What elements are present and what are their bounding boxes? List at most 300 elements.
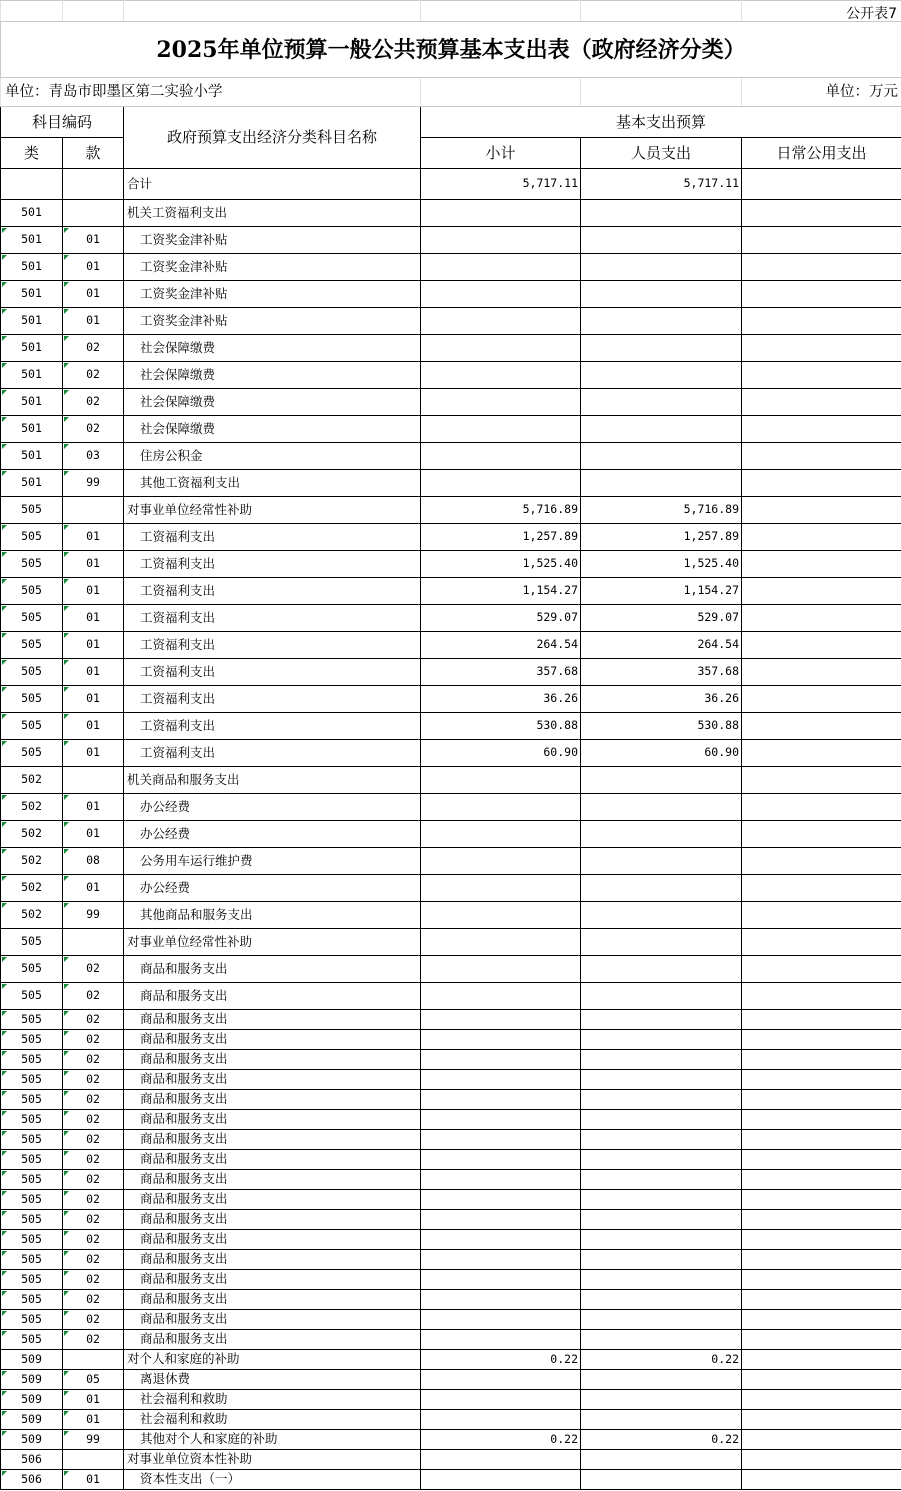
cell-public — [742, 1270, 901, 1290]
cell-subtotal — [421, 308, 581, 335]
cell-lei: 505 — [1, 1110, 63, 1130]
cell-personnel — [581, 1370, 742, 1390]
cell-public — [742, 308, 901, 335]
cell-subtotal — [421, 1050, 581, 1070]
cell-personnel: 357.68 — [581, 659, 742, 686]
table-row — [1, 767, 901, 794]
cell-public — [742, 389, 901, 416]
cell-personnel — [581, 794, 742, 821]
cell-public — [742, 902, 901, 929]
table-row — [1, 1370, 901, 1390]
cell-personnel: 5,717.11 — [581, 169, 742, 200]
cell-public — [742, 659, 901, 686]
cell-public — [742, 1090, 901, 1110]
table-row — [1, 1430, 901, 1450]
table-row — [1, 1090, 901, 1110]
cell-personnel — [581, 1410, 742, 1430]
cell-subtotal: 5,716.89 — [421, 497, 581, 524]
cell-personnel: 0.22 — [581, 1430, 742, 1450]
cell-name: 商品和服务支出 — [124, 1210, 421, 1230]
cell-public — [742, 1430, 901, 1450]
cell-lei: 506 — [1, 1450, 63, 1470]
cell-public — [742, 1030, 901, 1050]
table-row — [1, 1150, 901, 1170]
cell-subtotal — [421, 1210, 581, 1230]
cell-kuan: 01 — [63, 578, 124, 605]
cell-kuan: 01 — [63, 713, 124, 740]
cell-kuan: 01 — [63, 551, 124, 578]
cell-kuan: 01 — [63, 227, 124, 254]
cell-public — [742, 551, 901, 578]
cell-kuan: 01 — [63, 1470, 124, 1490]
cell-subtotal: 264.54 — [421, 632, 581, 659]
cell-kuan: 01 — [63, 605, 124, 632]
cell-public — [742, 1390, 901, 1410]
cell-lei: 506 — [1, 1470, 63, 1490]
cell-kuan: 01 — [63, 1390, 124, 1410]
table-row — [1, 1210, 901, 1230]
cell-personnel — [581, 1330, 742, 1350]
cell-personnel: 1,257.89 — [581, 524, 742, 551]
cell-subtotal — [421, 1370, 581, 1390]
cell-public — [742, 1250, 901, 1270]
cell-subtotal: 1,257.89 — [421, 524, 581, 551]
cell-kuan: 02 — [63, 1070, 124, 1090]
cell-personnel — [581, 470, 742, 497]
cell-kuan: 02 — [63, 335, 124, 362]
cell-name: 商品和服务支出 — [124, 1090, 421, 1110]
cell-subtotal: 5,717.11 — [421, 169, 581, 200]
cell-personnel — [581, 902, 742, 929]
cell-lei: 501 — [1, 362, 63, 389]
cell-name: 工资奖金津补贴 — [124, 254, 421, 281]
cell-public — [742, 821, 901, 848]
cell-personnel — [581, 1390, 742, 1410]
cell-name: 合计 — [124, 169, 421, 200]
cell-name: 商品和服务支出 — [124, 1070, 421, 1090]
table-row — [1, 902, 901, 929]
table-row — [1, 821, 901, 848]
cell-personnel — [581, 1090, 742, 1110]
cell-lei: 505 — [1, 1010, 63, 1030]
table-row — [1, 1130, 901, 1150]
cell-lei: 501 — [1, 389, 63, 416]
cell-personnel — [581, 1030, 742, 1050]
cell-name: 资本性支出（一） — [124, 1470, 421, 1490]
table-row — [1, 686, 901, 713]
cell-personnel — [581, 362, 742, 389]
cell-kuan: 99 — [63, 902, 124, 929]
cell-public — [742, 200, 901, 227]
cell-name: 离退休费 — [124, 1370, 421, 1390]
cell-name: 商品和服务支出 — [124, 1230, 421, 1250]
cell-lei: 505 — [1, 1250, 63, 1270]
cell-lei: 501 — [1, 281, 63, 308]
cell-subtotal — [421, 335, 581, 362]
cell-lei: 505 — [1, 1190, 63, 1210]
cell-subtotal — [421, 956, 581, 983]
table-row — [1, 416, 901, 443]
cell-personnel: 529.07 — [581, 605, 742, 632]
cell-subtotal — [421, 1450, 581, 1470]
table-row — [1, 1310, 901, 1330]
cell-subtotal: 357.68 — [421, 659, 581, 686]
table-row — [1, 659, 901, 686]
cell-name: 商品和服务支出 — [124, 1270, 421, 1290]
cell-kuan: 01 — [63, 821, 124, 848]
cell-lei: 501 — [1, 254, 63, 281]
cell-kuan: 02 — [63, 1110, 124, 1130]
cell-subtotal — [421, 1010, 581, 1030]
cell-personnel — [581, 1010, 742, 1030]
table-row — [1, 1030, 901, 1050]
cell-subtotal — [421, 1070, 581, 1090]
cell-name: 社会福利和救助 — [124, 1390, 421, 1410]
cell-name: 商品和服务支出 — [124, 1030, 421, 1050]
cell-personnel: 264.54 — [581, 632, 742, 659]
cell-public — [742, 1350, 901, 1370]
cell-subtotal — [421, 1290, 581, 1310]
cell-lei: 505 — [1, 632, 63, 659]
table-row — [1, 1290, 901, 1310]
cell-subtotal — [421, 1190, 581, 1210]
cell-personnel — [581, 308, 742, 335]
cell-kuan: 02 — [63, 1210, 124, 1230]
cell-kuan: 02 — [63, 956, 124, 983]
cell-name: 社会保障缴费 — [124, 416, 421, 443]
cell-personnel — [581, 1290, 742, 1310]
cell-public — [742, 524, 901, 551]
cell-kuan: 01 — [63, 686, 124, 713]
cell-personnel — [581, 1210, 742, 1230]
cell-lei: 505 — [1, 659, 63, 686]
cell-lei: 502 — [1, 902, 63, 929]
table-row — [1, 227, 901, 254]
cell-personnel — [581, 767, 742, 794]
cell-subtotal — [421, 1310, 581, 1330]
cell-personnel — [581, 335, 742, 362]
cell-personnel: 1,525.40 — [581, 551, 742, 578]
table-row — [1, 1350, 901, 1370]
cell-lei: 502 — [1, 794, 63, 821]
cell-kuan — [63, 1450, 124, 1470]
cell-name: 社会保障缴费 — [124, 389, 421, 416]
cell-lei: 501 — [1, 443, 63, 470]
cell-public — [742, 740, 901, 767]
cell-public — [742, 686, 901, 713]
cell-kuan — [63, 497, 124, 524]
cell-name: 办公经费 — [124, 794, 421, 821]
table-row — [1, 1450, 901, 1470]
cell-subtotal — [421, 1330, 581, 1350]
cell-kuan: 99 — [63, 470, 124, 497]
table-row — [1, 983, 901, 1010]
cell-name: 办公经费 — [124, 875, 421, 902]
cell-lei: 505 — [1, 1150, 63, 1170]
cell-kuan: 01 — [63, 308, 124, 335]
cell-public — [742, 1310, 901, 1330]
cell-lei: 505 — [1, 1210, 63, 1230]
cell-name: 对个人和家庭的补助 — [124, 1350, 421, 1370]
cell-name: 对事业单位经常性补助 — [124, 929, 421, 956]
cell-kuan: 03 — [63, 443, 124, 470]
cell-kuan: 02 — [63, 1250, 124, 1270]
table-number-note: 公开表7 — [742, 1, 901, 22]
cell-public — [742, 470, 901, 497]
cell-subtotal — [421, 254, 581, 281]
cell-kuan: 01 — [63, 632, 124, 659]
cell-subtotal — [421, 1470, 581, 1490]
cell-personnel — [581, 281, 742, 308]
cell-lei: 505 — [1, 740, 63, 767]
cell-public — [742, 443, 901, 470]
cell-subtotal — [421, 1170, 581, 1190]
cell-personnel — [581, 1150, 742, 1170]
cell-public — [742, 1210, 901, 1230]
cell-public — [742, 497, 901, 524]
cell-lei: 501 — [1, 470, 63, 497]
cell-lei: 505 — [1, 929, 63, 956]
table-row — [1, 740, 901, 767]
cell-subtotal — [421, 470, 581, 497]
cell-name: 工资福利支出 — [124, 686, 421, 713]
cell-kuan: 02 — [63, 1050, 124, 1070]
table-row — [1, 497, 901, 524]
cell-public — [742, 875, 901, 902]
cell-subtotal — [421, 1410, 581, 1430]
cell-public — [742, 578, 901, 605]
cell-personnel: 5,716.89 — [581, 497, 742, 524]
table-row — [1, 1470, 901, 1490]
cell-name: 商品和服务支出 — [124, 956, 421, 983]
cell-subtotal — [421, 1150, 581, 1170]
table-row — [1, 875, 901, 902]
table-row — [1, 956, 901, 983]
cell-subtotal — [421, 416, 581, 443]
table-row — [1, 794, 901, 821]
cell-lei: 505 — [1, 1130, 63, 1150]
cell-personnel — [581, 254, 742, 281]
cell-kuan: 02 — [63, 362, 124, 389]
cell-lei: 502 — [1, 875, 63, 902]
cell-lei: 501 — [1, 308, 63, 335]
cell-subtotal — [421, 1250, 581, 1270]
cell-subtotal — [421, 902, 581, 929]
cell-subtotal: 1,525.40 — [421, 551, 581, 578]
cell-name: 对事业单位经常性补助 — [124, 497, 421, 524]
cell-public — [742, 1170, 901, 1190]
cell-kuan: 05 — [63, 1370, 124, 1390]
cell-lei: 502 — [1, 848, 63, 875]
cell-personnel — [581, 1110, 742, 1130]
cell-name: 商品和服务支出 — [124, 1330, 421, 1350]
header-public: 日常公用支出 — [742, 138, 901, 169]
cell-kuan: 02 — [63, 1230, 124, 1250]
cell-name: 住房公积金 — [124, 443, 421, 470]
cell-personnel — [581, 1190, 742, 1210]
cell-public — [742, 605, 901, 632]
cell-name: 商品和服务支出 — [124, 1010, 421, 1030]
cell-lei: 505 — [1, 578, 63, 605]
cell-name: 商品和服务支出 — [124, 1190, 421, 1210]
table-row — [1, 1250, 901, 1270]
cell-subtotal — [421, 821, 581, 848]
cell-public — [742, 1290, 901, 1310]
cell-personnel — [581, 416, 742, 443]
cell-kuan: 02 — [63, 1010, 124, 1030]
cell-kuan: 02 — [63, 1190, 124, 1210]
cell-subtotal: 530.88 — [421, 713, 581, 740]
cell-kuan: 01 — [63, 740, 124, 767]
cell-subtotal — [421, 1030, 581, 1050]
cell-lei: 505 — [1, 686, 63, 713]
cell-lei: 505 — [1, 1170, 63, 1190]
cell-personnel — [581, 1270, 742, 1290]
cell-kuan — [63, 1350, 124, 1370]
cell-lei: 501 — [1, 416, 63, 443]
cell-name: 商品和服务支出 — [124, 983, 421, 1010]
cell-personnel — [581, 227, 742, 254]
cell-subtotal — [421, 1270, 581, 1290]
cell-name: 工资福利支出 — [124, 605, 421, 632]
cell-personnel — [581, 1230, 742, 1250]
table-row — [1, 281, 901, 308]
cell-name: 工资福利支出 — [124, 659, 421, 686]
cell-name: 其他商品和服务支出 — [124, 902, 421, 929]
cell-name: 商品和服务支出 — [124, 1110, 421, 1130]
cell-name: 社会福利和救助 — [124, 1410, 421, 1430]
cell-lei: 505 — [1, 1030, 63, 1050]
cell-lei: 509 — [1, 1430, 63, 1450]
cell-kuan: 01 — [63, 524, 124, 551]
cell-lei: 509 — [1, 1390, 63, 1410]
cell-lei: 505 — [1, 1330, 63, 1350]
cell-name: 工资福利支出 — [124, 713, 421, 740]
cell-kuan: 99 — [63, 1430, 124, 1450]
cell-name: 办公经费 — [124, 821, 421, 848]
cell-personnel — [581, 875, 742, 902]
cell-subtotal — [421, 389, 581, 416]
cell-name: 商品和服务支出 — [124, 1050, 421, 1070]
cell-name: 机关工资福利支出 — [124, 200, 421, 227]
cell-public — [742, 983, 901, 1010]
cell-name: 工资奖金津补贴 — [124, 227, 421, 254]
cell-kuan: 01 — [63, 254, 124, 281]
cell-subtotal: 36.26 — [421, 686, 581, 713]
cell-lei: 505 — [1, 1050, 63, 1070]
cell-lei: 505 — [1, 1090, 63, 1110]
cell-lei: 501 — [1, 200, 63, 227]
cell-lei: 505 — [1, 1270, 63, 1290]
cell-public — [742, 1130, 901, 1150]
header-name: 政府预算支出经济分类科目名称 — [124, 107, 421, 169]
cell-public — [742, 848, 901, 875]
cell-personnel — [581, 1450, 742, 1470]
table-row — [1, 524, 901, 551]
cell-personnel: 1,154.27 — [581, 578, 742, 605]
cell-lei: 509 — [1, 1370, 63, 1390]
cell-lei: 501 — [1, 335, 63, 362]
table-row — [1, 1390, 901, 1410]
cell-public — [742, 794, 901, 821]
cell-subtotal — [421, 1390, 581, 1410]
cell-name: 工资福利支出 — [124, 524, 421, 551]
header-lei: 类 — [1, 138, 63, 169]
cell-kuan: 02 — [63, 1130, 124, 1150]
cell-name: 工资奖金津补贴 — [124, 308, 421, 335]
table-row — [1, 1070, 901, 1090]
header-code-group: 科目编码 — [1, 107, 124, 138]
cell-personnel — [581, 821, 742, 848]
cell-public — [742, 1150, 901, 1170]
cell-subtotal — [421, 443, 581, 470]
table-row — [1, 1410, 901, 1430]
cell-subtotal — [421, 1110, 581, 1130]
table-row — [1, 1010, 901, 1030]
cell-name: 公务用车运行维护费 — [124, 848, 421, 875]
cell-personnel — [581, 1050, 742, 1070]
cell-subtotal — [421, 1090, 581, 1110]
cell-public — [742, 281, 901, 308]
cell-lei: 509 — [1, 1410, 63, 1430]
cell-kuan: 02 — [63, 1030, 124, 1050]
cell-public — [742, 227, 901, 254]
cell-personnel — [581, 1130, 742, 1150]
cell-personnel — [581, 200, 742, 227]
cell-subtotal — [421, 227, 581, 254]
cell-kuan: 01 — [63, 281, 124, 308]
table-row — [1, 362, 901, 389]
cell-personnel — [581, 983, 742, 1010]
table-row — [1, 632, 901, 659]
table-row — [1, 169, 901, 200]
table-row — [1, 848, 901, 875]
cell-lei: 502 — [1, 767, 63, 794]
cell-public — [742, 1330, 901, 1350]
table-row — [1, 713, 901, 740]
cell-lei: 509 — [1, 1350, 63, 1370]
table-row — [1, 254, 901, 281]
table-row — [1, 389, 901, 416]
cell-public — [742, 767, 901, 794]
cell-lei: 502 — [1, 821, 63, 848]
cell-public — [742, 169, 901, 200]
cell-subtotal — [421, 848, 581, 875]
cell-lei: 505 — [1, 713, 63, 740]
cell-personnel — [581, 848, 742, 875]
cell-subtotal: 60.90 — [421, 740, 581, 767]
table-row — [1, 200, 901, 227]
cell-lei: 505 — [1, 551, 63, 578]
cell-subtotal — [421, 767, 581, 794]
cell-name: 社会保障缴费 — [124, 335, 421, 362]
cell-public — [742, 1410, 901, 1430]
cell-public — [742, 1450, 901, 1470]
cell-name: 社会保障缴费 — [124, 362, 421, 389]
cell-lei: 505 — [1, 983, 63, 1010]
cell-lei: 501 — [1, 227, 63, 254]
cell-name: 工资福利支出 — [124, 740, 421, 767]
cell-kuan: 02 — [63, 1330, 124, 1350]
cell-public — [742, 713, 901, 740]
cell-public — [742, 956, 901, 983]
table-row — [1, 1330, 901, 1350]
cell-kuan: 02 — [63, 1290, 124, 1310]
cell-kuan: 02 — [63, 1310, 124, 1330]
cell-subtotal: 1,154.27 — [421, 578, 581, 605]
cell-name: 对事业单位资本性补助 — [124, 1450, 421, 1470]
cell-name: 商品和服务支出 — [124, 1130, 421, 1150]
